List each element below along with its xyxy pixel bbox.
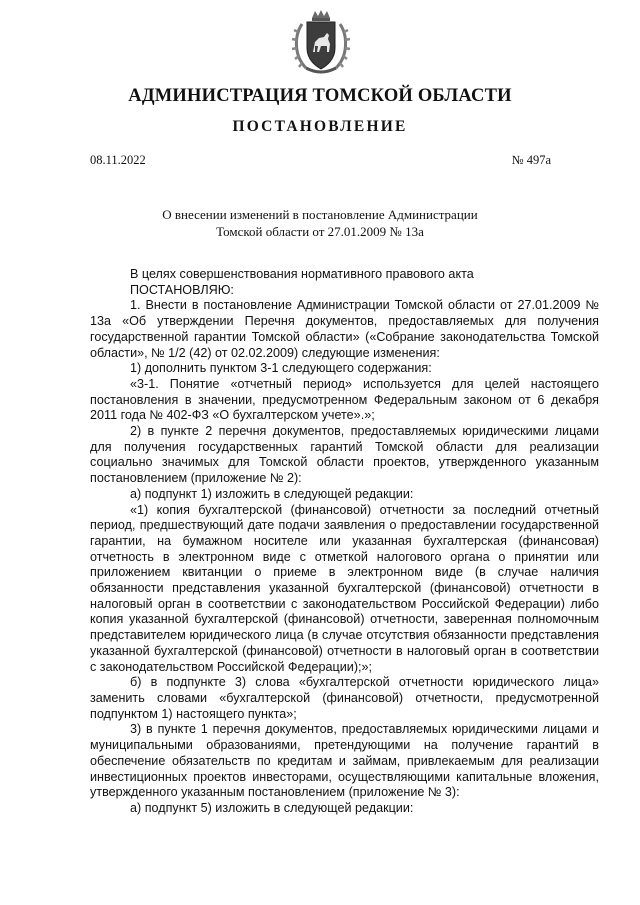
paragraph-3a: а) подпункт 5) изложить в следующей редакции: [130, 800, 414, 815]
paragraph-1: 1. Внести в постановление Администрации Томской области от 27.01.2009 № 13а «Об утверждении Перечня документов, предоставляемых для получения государственной гарантии Томской области» («Собрание законодательства Томской области», № 1/2 (42) от 02.02.2009) следующие изменения: [90, 298, 599, 360]
document-body [90, 267, 599, 817]
subject-line-1: О внесении изменений в постановление Администрации [162, 207, 478, 222]
subject-line-2: Томской области от 27.01.2009 № 13а [216, 223, 424, 239]
paragraph-2a-text: «1) копия бухгалтерской (финансовой) отчетности за последний отчетный период, предшествующий дате подачи заявления о предоставлении государственной гарантии, на бумажном носителе или указанная бухгалтерская (финансовая) отчетность в электронном виде с отметкой налогового органа о принятии или приложением квитанции о приеме в электронном виде (в случае наличия обязанности представления указанной бухгалтерской (финансовой) отчетности в налоговый орган в соответствии с законодательством Российской Федерации) либо копия указанной бухгалтерской (финансовой) отчетности, заверенная полномочным представителем юридического лица (в случае отсутствия обязанности представления указанной бухгалтерской (финансовой) отчетности в налоговый орган в соответствии с законодательством Российской Федерации);»; [90, 502, 599, 674]
document-date: 08.11.2022 [90, 153, 146, 167]
document-type: ПОСТАНОВЛЕНИЕ [232, 118, 408, 135]
paragraph-preamble: В целях совершенствования нормативного правового акта [130, 267, 474, 281]
paragraph-2a: а) подпункт 1) изложить в следующей редакции: [130, 486, 414, 501]
paragraph-1-1: 1) дополнить пунктом 3-1 следующего содержания: [130, 361, 432, 376]
paragraph-2b: б) в подпункте 3) слова «бухгалтерской отчетности юридического лица» заменить словами «бухгалтерской (финансовой) отчетности, предусмотренной подпунктом 1) настоящего пункта»; [90, 675, 599, 721]
coat-of-arms-icon [288, 8, 354, 78]
document-subject [120, 207, 520, 240]
paragraph-1-3: 3) в пункте 1 перечня документов, предоставляемых юридическими лицами и муниципальными образованиями, претендующими на получение гарантий в обеспечение обязательств по кредитам и займам, привлекаемым для реализации инвестиционных проектов инвесторами, осуществляющими капитальные вложения, утвержденного указанным постановлением (приложение № 3): [90, 722, 599, 800]
organization-name: АДМИНИСТРАЦИЯ ТОМСКОЙ ОБЛАСТИ [128, 86, 512, 106]
document-number: № 497а [511, 153, 551, 167]
paragraph-3-1-text: «3-1. Понятие «отчетный период» используется для целей настоящего постановления в значении, предусмотренном Федеральным законом от 6 декабря 2011 года № 402-ФЗ «О бухгалтерском учете».»; [90, 376, 599, 423]
paragraph-1-2: 2) в пункте 2 перечня документов, предоставляемых юридическими лицами для получения государственных гарантий Томской области для реализации социально значимых для Томской области проектов, утвержденного указанным постановлением (приложение № 2): [90, 424, 599, 486]
paragraph-resolve: ПОСТАНОВЛЯЮ: [130, 282, 234, 297]
